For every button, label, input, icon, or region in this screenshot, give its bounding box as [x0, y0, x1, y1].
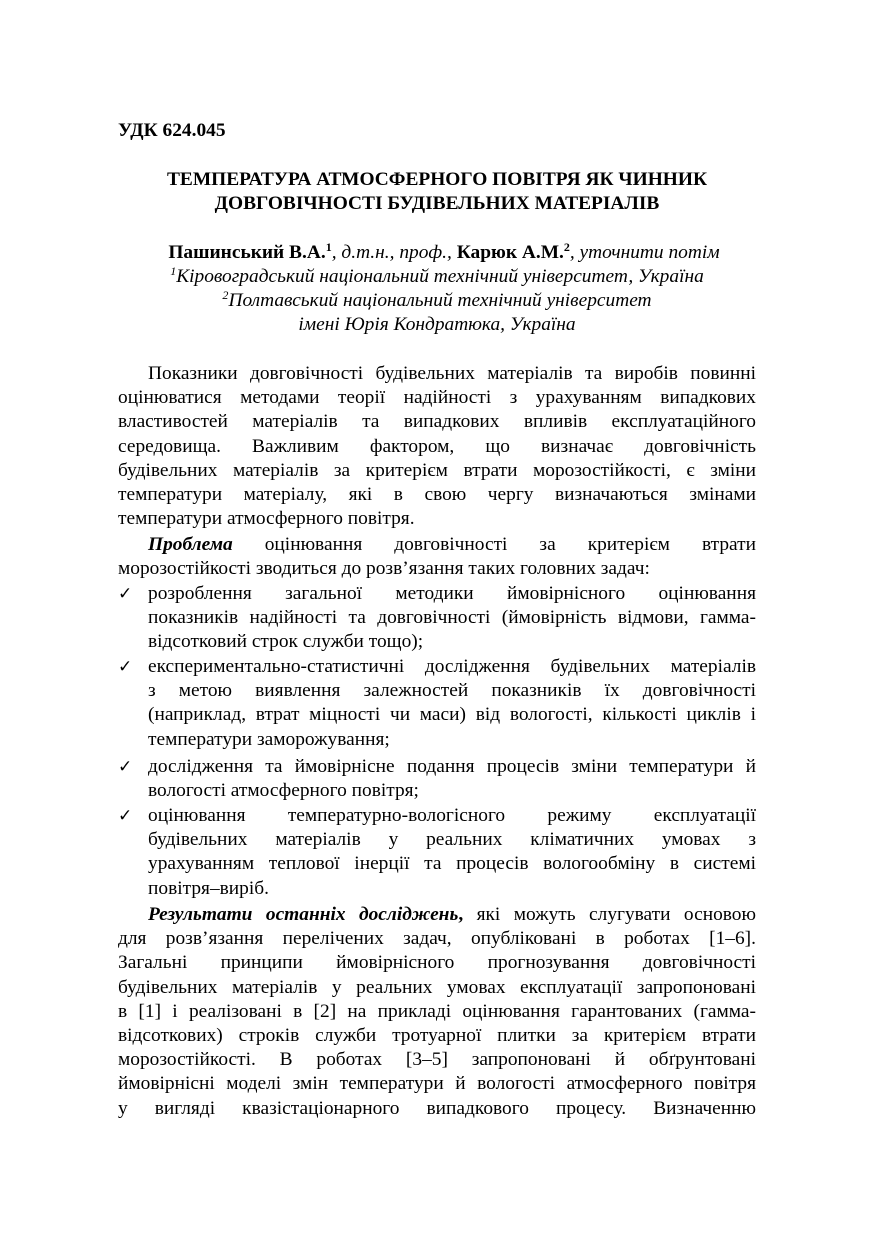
text-line: Загальні принципи ймовірнісного прогнозування довговічності	[118, 952, 756, 974]
text-line: середовища. Важливим фактором, що визначає довговічність	[118, 435, 756, 457]
check-icon: ✓	[118, 657, 133, 677]
text-line: дослідження та ймовірнісне подання процесів зміни температури й	[148, 756, 756, 777]
author-1-degree: , д.т.н., проф.,	[331, 242, 457, 263]
author-2-degree: , уточнити потім	[569, 242, 720, 263]
check-icon: ✓	[118, 584, 133, 604]
title-line-1: ТЕМПЕРАТУРА АТМОСФЕРНОГО ПОВІТРЯ ЯК ЧИННИК	[166, 169, 708, 190]
affiliation-2	[118, 289, 756, 313]
check-icon: ✓	[118, 806, 133, 826]
bullet-item	[118, 755, 756, 803]
affiliation-2-line-2: імені Юрія Кондратюка, Україна	[298, 314, 576, 335]
udc-code: УДК 624.045	[118, 120, 226, 141]
author-2-sup: 2	[563, 239, 570, 254]
check-icon: ✓	[118, 757, 133, 777]
text-line: урахуванням теплової інерції та процесів вологообміну в системі	[148, 853, 756, 875]
affiliation-1-sup: 1	[170, 263, 177, 278]
affiliation-1-text: Кіровоградський національний технічний університет, Україна	[176, 266, 704, 287]
text-line: оцінювання температурно-вологісного режиму експлуатації	[148, 805, 756, 826]
paragraph-2	[118, 533, 756, 581]
text-line: вологості атмосферного повітря;	[148, 780, 419, 802]
text-line: з метою виявлення залежностей показників їх довговічності	[148, 680, 756, 702]
author-1-name: Пашинський В.А.	[168, 242, 326, 263]
author-1-sup: 1	[325, 239, 332, 254]
bullet-item	[118, 582, 756, 655]
text-line: оцінюватися методами теорії надійності з урахуванням випадкових	[118, 387, 756, 409]
results-rest: які можуть слугувати основою	[476, 904, 756, 925]
bullet-item	[118, 655, 756, 752]
text-line	[118, 533, 756, 557]
text-line: експериментально-статистичні дослідження будівельних матеріалів	[148, 656, 756, 677]
text-line: (наприклад, втрат міцності чи маси) від вологості, кількості циклів і	[148, 704, 756, 726]
results-lead: Результати останніх досліджень	[148, 904, 459, 925]
title-line-2: ДОВГОВІЧНОСТІ БУДІВЕЛЬНИХ МАТЕРІАЛІВ	[214, 193, 660, 214]
text-line: відсоткових) строків служби тротуарної плитки за критерієм втрати	[118, 1024, 756, 1046]
text-line: будівельних матеріалів у реальних кліматичних умовах з	[148, 829, 756, 851]
authors-line	[125, 241, 763, 265]
text-line: температури атмосферного повітря.	[118, 508, 415, 530]
text-line: температури заморожування;	[148, 728, 390, 750]
bullet-item	[118, 804, 756, 901]
text-line	[118, 903, 756, 927]
text-line: в [1] і реалізовані в [2] на прикладі оцінювання гарантованих (гамма-	[118, 1000, 756, 1022]
text-line: властивостей матеріалів та випадкових впливів експлуатаційного	[118, 411, 756, 433]
results-comma: ,	[458, 904, 464, 925]
text-line: відсотковий строк служби тощо);	[148, 631, 424, 653]
paragraph-3	[118, 903, 756, 1121]
text-line: повітря–виріб.	[148, 877, 269, 899]
affiliation-2-sup: 2	[222, 287, 229, 302]
problem-lead: Проблема	[148, 534, 233, 555]
text-line: температури матеріалу, які в свою чергу визначаються змінами	[118, 483, 756, 505]
affiliation-2-text: Полтавський національний технічний університет	[228, 290, 652, 311]
text-line: будівельних матеріалів у реальних умовах експлуатації запропоновані	[118, 976, 756, 998]
text-line: показників надійності та довговічності (ймовірність відмови, гамма-	[148, 607, 756, 629]
paragraph-1	[118, 362, 756, 531]
text-line: Показники довговічності будівельних матеріалів та виробів повинні	[148, 363, 756, 384]
text-line: будівельних матеріалів за критерієм втрати морозостійкості, є зміни	[118, 459, 756, 481]
text-line: морозостійкості зводиться до розв’язання таких головних задач:	[118, 558, 650, 580]
text-line: у вигляді квазістаціонарного випадкового процесу. Визначенню	[118, 1097, 756, 1119]
problem-rest: оцінювання довговічності за критерієм втрати	[264, 534, 756, 555]
text-line: морозостійкості. В роботах [3–5] запропоновані й обґрунтовані	[118, 1049, 756, 1071]
text-line: ймовірнісні моделі змін температури й вологості атмосферного повітря	[118, 1073, 756, 1095]
affiliation-1	[118, 265, 756, 289]
text-line: розроблення загальної методики ймовірнісного оцінювання	[148, 583, 756, 604]
author-2-name: Карюк А.М.	[456, 242, 564, 263]
text-line: для розв’язання перелічених задач, опубліковані в роботах [1–6].	[118, 928, 756, 950]
